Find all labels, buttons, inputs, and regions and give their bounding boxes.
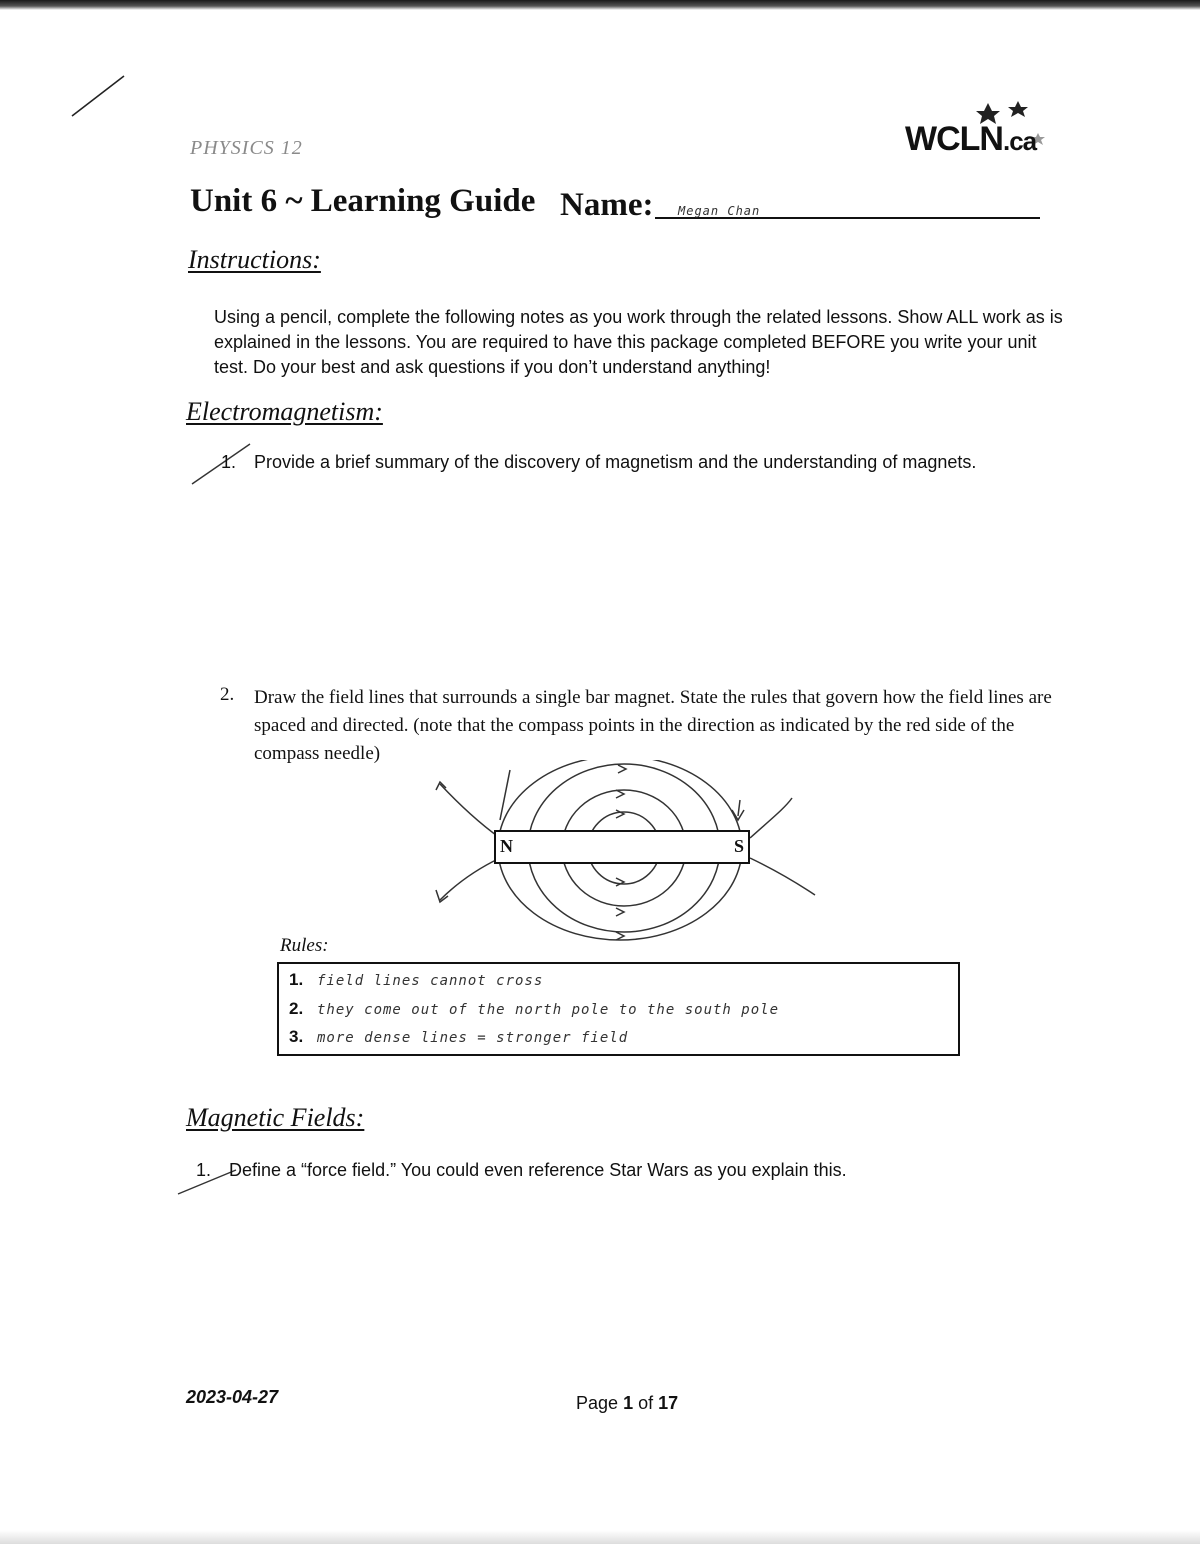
question-text: Draw the field lines that surrounds a single bar magnet. State the rules that govern how the field lines are spaced and directed. (note that the compass points in the direction as indicated by the red side of the compass needle)	[254, 687, 1052, 764]
rule-item	[289, 1027, 628, 1047]
bar-magnet	[494, 830, 750, 864]
instructions-body: Using a pencil, complete the following notes as you work through the related lessons. Show ALL work as is explained in the lessons. You are required to have this package completed BEFORE you write your unit test. Do your best and ask questions if you don’t understand anything!	[214, 307, 1063, 377]
footer-date: 2023-04-27	[186, 1387, 279, 1407]
rule-number: 2.	[289, 999, 304, 1018]
rule-number: 3.	[289, 1027, 304, 1046]
course-header: PHYSICS 12	[190, 137, 303, 159]
question-number: 1.	[196, 1160, 212, 1180]
south-pole-label: S	[734, 836, 745, 856]
logo-suffix: .ca	[1002, 126, 1037, 156]
rule-item	[289, 999, 779, 1019]
question-number: 1.	[221, 452, 237, 472]
instructions-heading: Instructions:	[188, 245, 321, 274]
name-label: Name:	[560, 187, 654, 223]
page-of: of	[638, 1393, 654, 1413]
electromagnetism-heading: Electromagnetism:	[186, 397, 383, 426]
scan-bottom-edge	[0, 1530, 1200, 1544]
question-text: Provide a brief summary of the discovery of magnetism and the understanding of magnets.	[254, 452, 977, 472]
rule-text: more dense lines = stronger field	[317, 1030, 629, 1046]
north-pole-label: N	[500, 836, 513, 856]
page-total: 17	[658, 1393, 679, 1413]
logo-text	[905, 120, 1036, 159]
rule-text: field lines cannot cross	[317, 973, 544, 989]
page-prefix: Page	[576, 1393, 619, 1413]
scan-top-edge	[0, 0, 1200, 10]
rules-box	[277, 962, 960, 1056]
page-title: Unit 6 ~ Learning Guide	[190, 183, 536, 219]
rule-number: 1.	[289, 970, 304, 989]
rules-label: Rules:	[280, 935, 329, 956]
question-text: Define a “force field.” You could even reference Star Wars as you explain this.	[229, 1160, 847, 1180]
page-number	[576, 1393, 678, 1414]
question-number: 2.	[220, 684, 235, 705]
page-current: 1	[623, 1393, 634, 1413]
rule-item	[289, 970, 543, 990]
magnetic-fields-heading: Magnetic Fields:	[186, 1103, 365, 1132]
pencil-mark	[60, 70, 140, 130]
name-value: Megan Chan	[678, 204, 761, 218]
logo-main: WCLN	[905, 120, 1003, 158]
rule-text: they come out of the north pole to the south pole	[317, 1002, 780, 1018]
